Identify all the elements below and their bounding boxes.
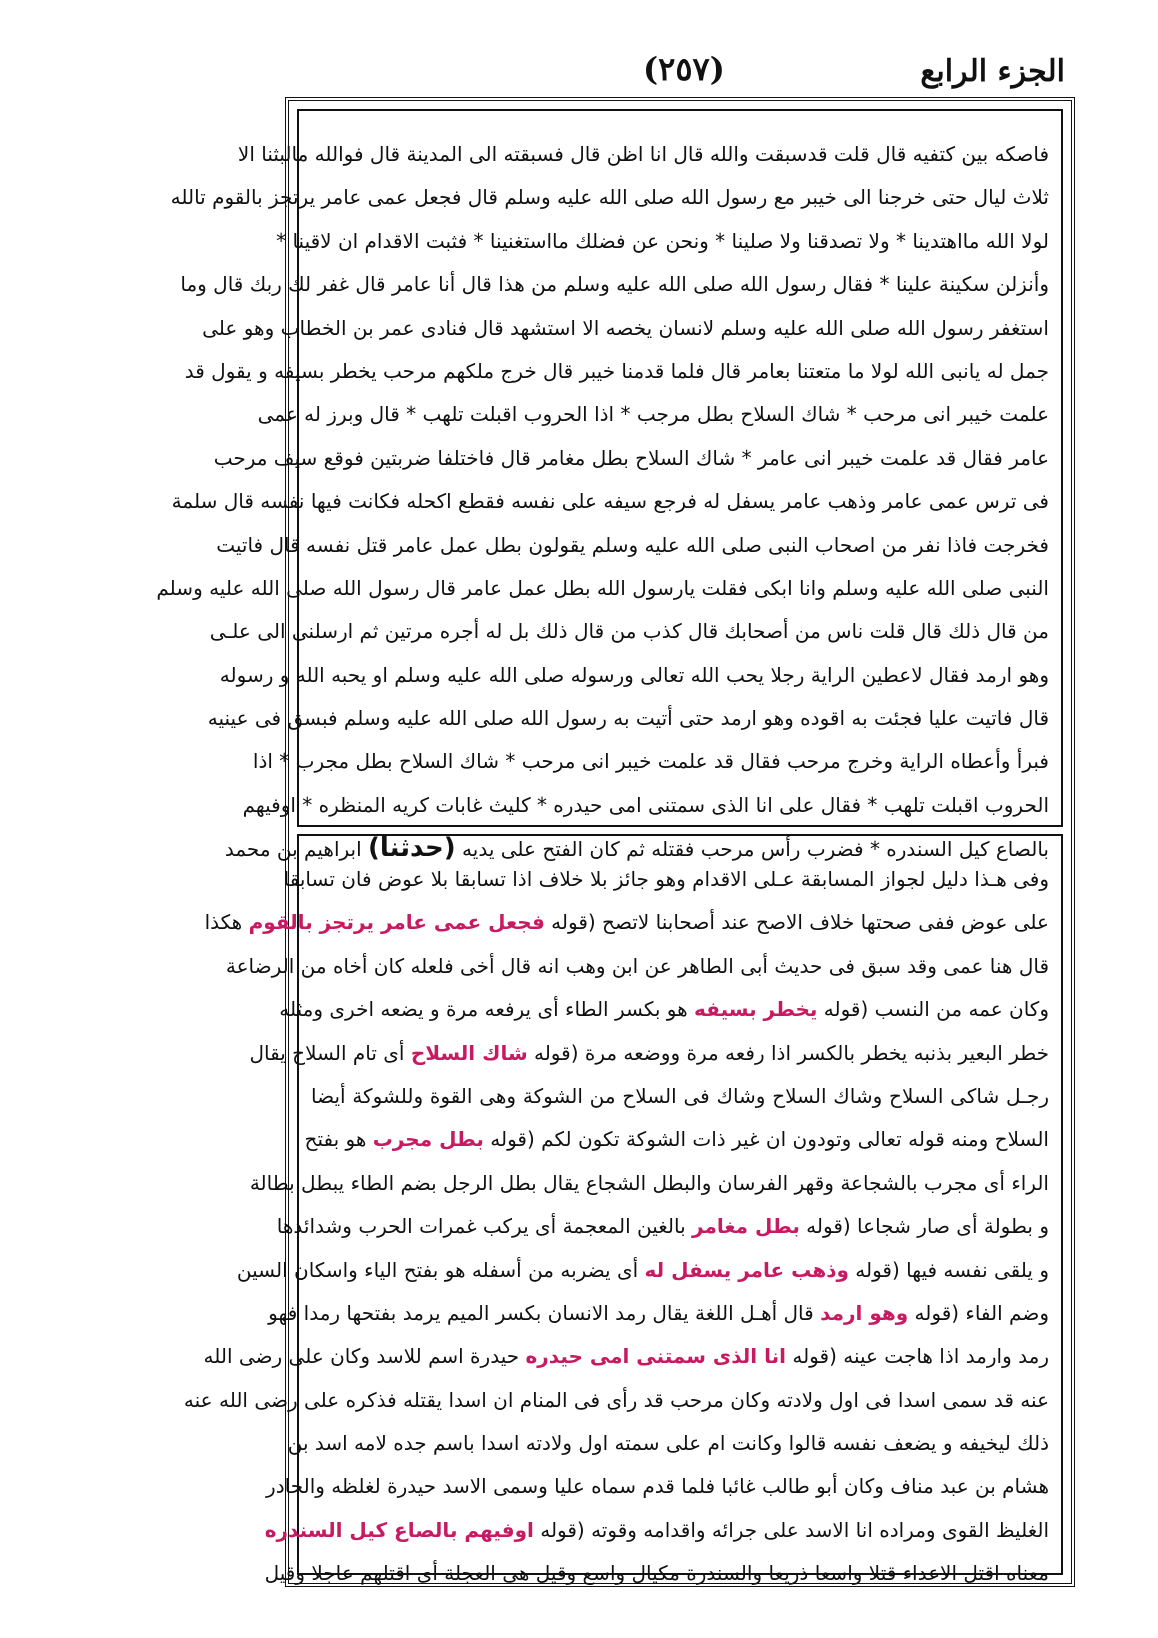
commentary-line: [249, 1162, 1049, 1205]
commentary-fragment: وضم الفاء (قوله: [908, 1300, 1049, 1325]
hadith-line: لولا الله مااهتدينا * ولا تصدقنا ولا صلينا * ونحن عن فضلك مااستغنينا * فثبت الاقدام ان لاقينا *: [276, 228, 1049, 253]
lemma-highlight: فجعل عمى عامر يرتجز بالقوم: [248, 910, 545, 935]
page-frame: [156, 97, 1075, 1587]
hadith-line: من قال ذلك قال قلت ناس من أصحابك قال كذب من قال ذلك بل له أجره مرتين ثم ارسلنى الى علـى: [209, 619, 1049, 644]
hadith-line: عامر فقال قد علمت خيبر انى عامر * شاك السلاح بطل مغامر قال فاختلفا ضربتين فوقع سيف مرحب: [213, 445, 1049, 470]
commentary-fragment: و يلقى نفسه فيها (قوله: [848, 1257, 1049, 1282]
lemma-highlight: وهو ارمد: [820, 1300, 909, 1325]
lemma-highlight: انا الذى سمتنى امى حيدره: [525, 1344, 786, 1369]
hadith-fragment: بالصاع كيل السندره * فضرب رأس مرحب فقتله ثم كان الفتح على يديه: [462, 837, 1049, 862]
hadith-line: جمل له يانبى الله لولا ما متعتنا بعامر قال فلما قدمنا خيبر قال خرج ملكهم مرحب يخطر بسيفه و يقول قد: [184, 358, 1049, 383]
commentary-line: [311, 1075, 1049, 1118]
hadith-line: فخرجت فاذا نفر من اصحاب النبى صلى الله عليه وسلم يقولون بطل عمل عامر قتل نفسه قال فاتيت: [216, 532, 1049, 557]
hadith-line: وأنزلن سكينة علينا * فقال رسول الله صلى الله عليه وسلم من هذا قال أنا عامر قال غفر لك ربك قال وما: [180, 272, 1049, 297]
commentary-line: [183, 1379, 1049, 1422]
commentary-fragment: هو بكسر الطاء أى يرفعه مرة و يضعه اخرى ومثله: [279, 997, 695, 1022]
commentary-line: [304, 1118, 1049, 1161]
commentary-fragment: بالغين المعجمة أى يركب غمرات الحرب وشدائدها: [276, 1214, 693, 1239]
commentary-fragment: وفى هـذا دليل لجواز المسابقة عـلى الاقدام وهو جائز بلا خلاف اذا تسابقا بلا عوض فان تسابقا: [283, 867, 1049, 891]
lemma-highlight: شاك السلاح: [410, 1040, 528, 1065]
hadith-line: استغفر رسول الله صلى الله عليه وسلم لانسان يخصه الا استشهد قال فنادى عمر بن الخطاب وهو على: [202, 315, 1049, 340]
commentary-line: [279, 988, 1049, 1031]
hadith-line: الحروب اقبلت تلهب * فقال على انا الذى سمتنى امى حيدره * كليث غابات كريه المنظره * اوفيهم: [242, 792, 1049, 817]
commentary-fragment: قال هنا عمى وقد سبق فى حديث أبى الطاهر عن ابن وهب انه قال أخى فلعله كان أخاه من الرضاعة: [225, 953, 1049, 978]
commentary-line: [204, 901, 1049, 944]
hadith-fragment: ابراهيم بن محمد: [224, 837, 362, 862]
commentary-fragment: هشام بن عبد مناف وكان أبو طالب غائبا فلما قدم سماه عليا وسمى الاسد حيدرة لغلظه والحادر: [266, 1474, 1049, 1499]
commentary-fragment: أى يضربه من أسفله هو بفتح الياء واسكان السين: [236, 1257, 645, 1282]
hadith-line: فاصكه بين كتفيه قال قلت قدسبقت والله قال انا اظن قال فسبقته الى المدينة قال فوالله مالبثنا الا: [237, 142, 1049, 166]
commentary-fragment: معناه اقتل الاعداء قتلا واسعا ذريعا والسندرة مكيال واسع وقيل هى العجلة أى اقتلهم عاجلا وقيل: [264, 1561, 1049, 1586]
lemma-highlight: يخطر بسيفه: [694, 997, 818, 1022]
commentary-fragment: أى تام السلاح يقال: [249, 1040, 411, 1065]
hadith-text: [156, 133, 1049, 871]
hadith-line: ثلاث ليال حتى خرجنا الى خيبر مع رسول الله صلى الله عليه وسلم قال فجعل عمى عامر يرتجز بالقوم تالله: [170, 185, 1049, 210]
commentary-fragment: السلاح ومنه قوله تعالى وتودون ان غير ذات الشوكة تكون لكم (قوله: [483, 1127, 1049, 1152]
commentary-line: [276, 1205, 1049, 1248]
commentary-line: [264, 1509, 1049, 1552]
commentary-fragment: عنه قد سمى اسدا فى اول ولادته وكان مرحب قد رأى فى المنام ان اسدا يقتله فذكره على رضى الله عنه: [183, 1387, 1049, 1412]
narration-marker: (حدثنا): [368, 833, 456, 864]
commentary-text: [183, 858, 1049, 1596]
commentary-fragment: وكان عمه من النسب (قوله: [817, 997, 1049, 1022]
hadith-line: علمت خيبر انى مرحب * شاك السلاح بطل مرجب * اذا الحروب اقبلت تلهب * قال وبرز له عمى: [257, 402, 1049, 427]
commentary-fragment: على عوض ففى صحتها خلاف الاصح عند أصحابنا لاتصح (قوله: [544, 910, 1049, 935]
commentary-fragment: ذلك ليخيفه و يضعف نفسه قالوا وكانت ام على سمته اول ولادته اسدا باسم جده لامه اسد بن: [287, 1431, 1049, 1456]
commentary-line: [249, 1032, 1049, 1075]
commentary-fragment: حيدرة اسم للاسد وكان على رضى الله: [203, 1344, 526, 1369]
commentary-line: [236, 1249, 1049, 1292]
hadith-line: فبرأ وأعطاه الراية وخرج مرحب فقال قد علمت خيبر انى مرحب * شاك السلاح بطل مجرب * اذا: [252, 749, 1049, 774]
commentary-fragment: خطر البعير بذنبه يخطر بالكسر اذا رفعه مرة ووضعه مرة (قوله: [527, 1040, 1049, 1065]
commentary-line: [225, 945, 1049, 988]
lemma-highlight: بطل مجرب: [372, 1127, 484, 1152]
commentary-fragment: قال أهـل اللغة يقال رمد الانسان بكسر الميم يرمد بفتحها رمدا فهو: [268, 1300, 821, 1325]
lemma-highlight: بطل مغامر: [692, 1214, 800, 1239]
commentary-line: [264, 1552, 1049, 1595]
commentary-fragment: هو بفتح: [304, 1127, 373, 1152]
commentary-line: [287, 1422, 1049, 1465]
hadith-line: فى ترس عمى عامر وذهب عامر يسفل له فرجع سيفه على نفسه فقطع اكحله فكانت فيها نفسه قال سلمة: [171, 489, 1049, 514]
commentary-line: [203, 1335, 1049, 1378]
commentary-line: [283, 858, 1049, 901]
commentary-fragment: و بطولة أى صار شجاعا (قوله: [799, 1214, 1049, 1239]
commentary-fragment: رجـل شاكى السلاح وشاك السلاح وشاك فى السلاح من الشوكة وهى القوة وللشوكة أيضا: [311, 1083, 1049, 1108]
hadith-panel: [156, 109, 1063, 864]
commentary-fragment: رمد وارمد اذا هاجت عينه (قوله: [786, 1344, 1049, 1369]
part-title: الجزء الرابع: [920, 54, 1065, 89]
hadith-line: النبى صلى الله عليه وسلم وانا ابكى فقلت يارسول الله بطل عمل عامر قال رسول الله صلى الله عليه وسلم: [156, 575, 1049, 600]
commentary-fragment: الغليظ القوى ومراده انا الاسد على جرائه واقدامه وقوته (قوله: [533, 1517, 1049, 1542]
commentary-fragment: الراء أى مجرب بالشجاعة وقهر الفرسان والبطل الشجاع يقال بطل الرجل بضم الطاء يبطل بطالة: [249, 1170, 1049, 1195]
page-header: [285, 48, 1065, 98]
lemma-highlight: وذهب عامر يسفل له: [644, 1257, 849, 1282]
lemma-highlight: اوفيهم بالصاع كيل السندره: [264, 1517, 534, 1542]
commentary-line: [266, 1465, 1049, 1508]
commentary-fragment: هكذا: [204, 910, 249, 935]
hadith-line: وهو ارمد فقال لاعطين الراية رجلا يحب الله تعالى ورسوله صلى الله عليه وسلم او يحبه الله و رسوله: [219, 662, 1049, 687]
hadith-line: قال فاتيت عليا فجئت به اقوده وهو ارمد حتى أتيت به رسول الله صلى الله عليه وسلم فبسق فى عينيه: [207, 706, 1049, 731]
page-number: (٢٥٧): [643, 50, 725, 88]
commentary-line: [268, 1292, 1049, 1335]
